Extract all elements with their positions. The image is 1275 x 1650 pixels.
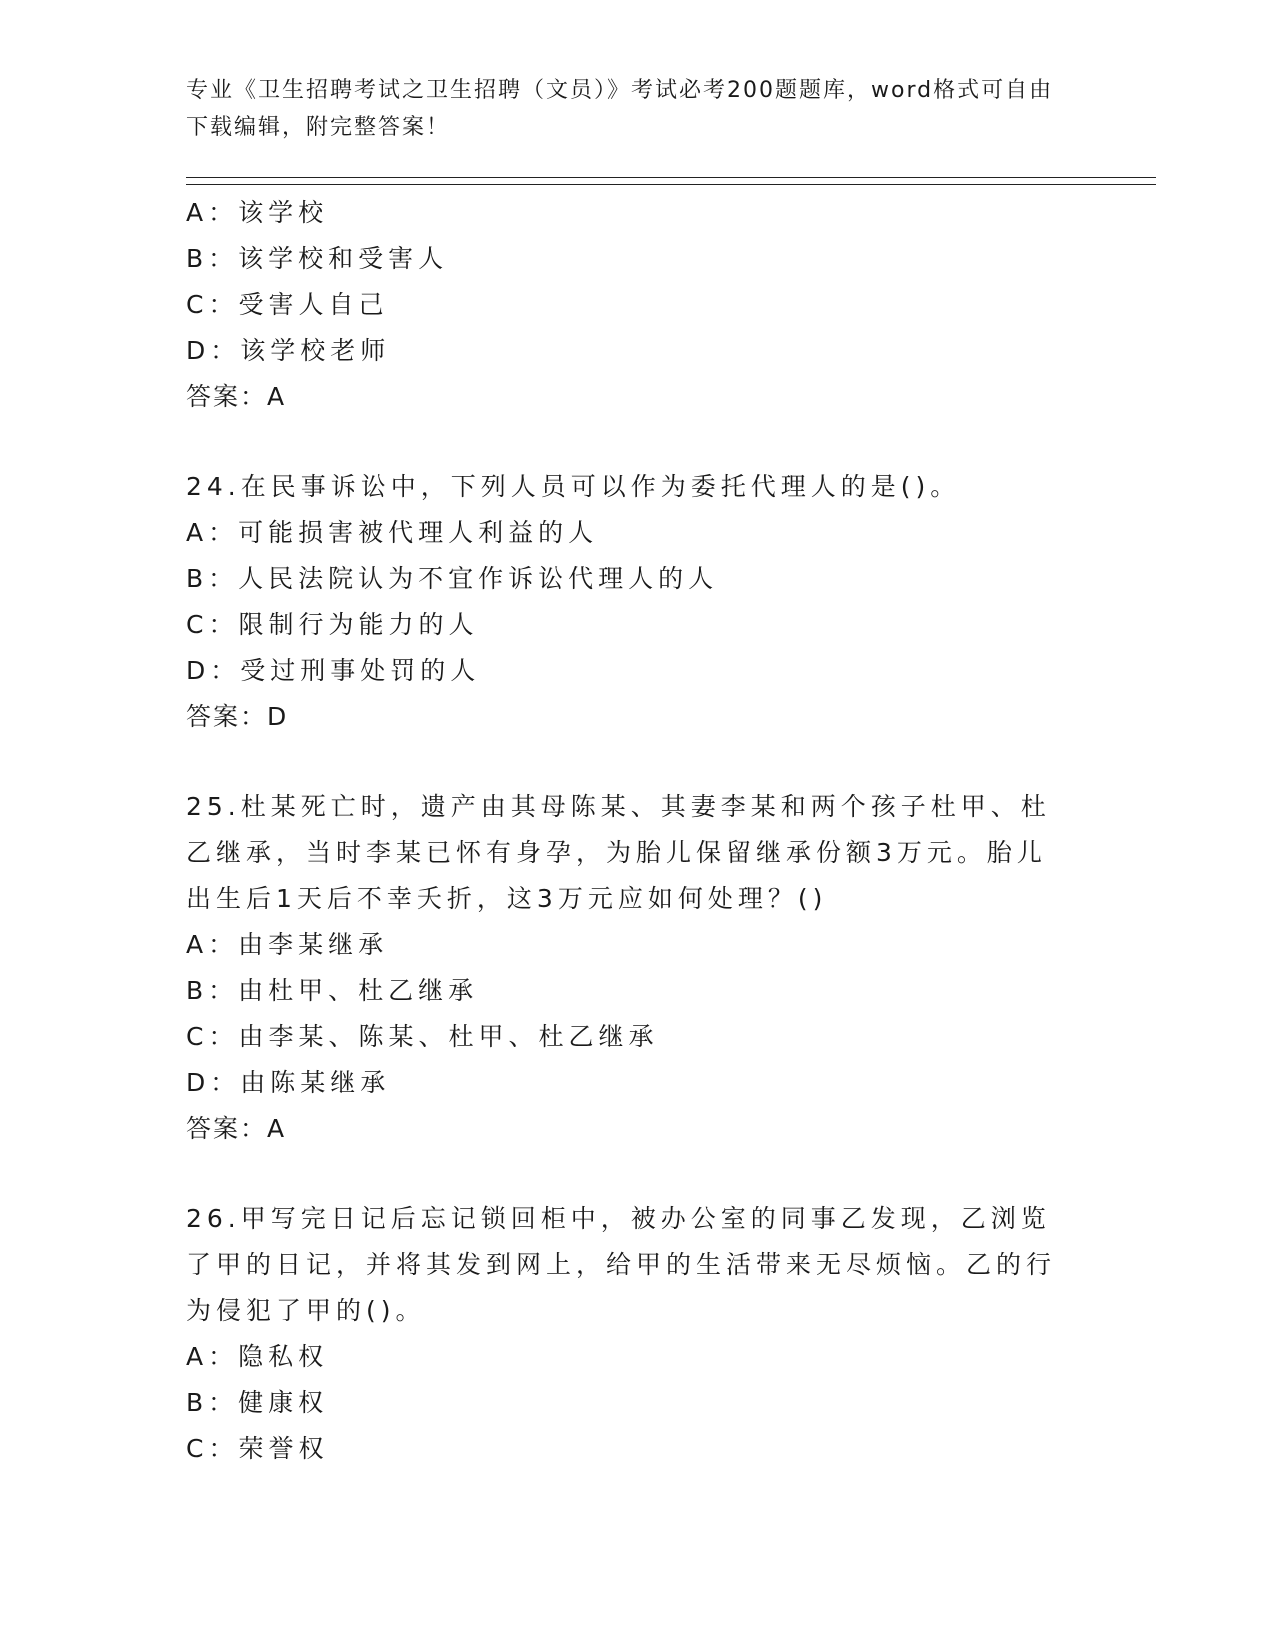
option-d: D：由陈某继承 xyxy=(186,1068,391,1097)
option-b: B：由杜甲、杜乙继承 xyxy=(186,976,479,1005)
header-divider xyxy=(186,177,1156,185)
answer-line: 答案：A xyxy=(186,1114,287,1143)
option-b: B：该学校和受害人 xyxy=(186,244,449,273)
question-list xyxy=(186,190,1066,1472)
option-b: B：人民法院认为不宜作诉讼代理人的人 xyxy=(186,564,719,593)
question-text: 26.甲写完日记后忘记锁回柜中，被办公室的同事乙发现，乙浏览了甲的日记，并将其发到网上，给甲的生活带来无尽烦恼。乙的行为侵犯了甲的()。 xyxy=(186,1204,1057,1325)
question-text: 24.在民事诉讼中，下列人员可以作为委托代理人的是()。 xyxy=(186,472,961,501)
option-c: C：受害人自己 xyxy=(186,290,389,319)
option-a: A：可能损害被代理人利益的人 xyxy=(186,518,599,547)
question-24 xyxy=(186,464,1066,740)
answer-line: 答案：A xyxy=(186,382,287,411)
question-text: 25.杜某死亡时，遗产由其母陈某、其妻李某和两个孩子杜甲、杜乙继承，当时李某已怀有身孕，为胎儿保留继承份额3万元。胎儿出生后1天后不幸夭折，这3万元应如何处理？() xyxy=(186,792,1051,913)
option-b: B：健康权 xyxy=(186,1388,329,1417)
option-d: D：该学校老师 xyxy=(186,336,391,365)
option-a: A：隐私权 xyxy=(186,1342,329,1371)
option-c: C：由李某、陈某、杜甲、杜乙继承 xyxy=(186,1022,659,1051)
option-d: D：受过刑事处罚的人 xyxy=(186,656,481,685)
question-25 xyxy=(186,784,1066,1152)
option-a: A：由李某继承 xyxy=(186,930,389,959)
question-23-continued xyxy=(186,190,1066,420)
option-c: C：荣誉权 xyxy=(186,1434,329,1463)
answer-line: 答案：D xyxy=(186,702,289,731)
document-header: 专业《卫生招聘考试之卫生招聘（文员）》考试必考200题题库，word格式可自由下载编辑，附完整答案！ xyxy=(186,78,1054,140)
option-a: A：该学校 xyxy=(186,198,329,227)
question-26 xyxy=(186,1196,1066,1472)
option-c: C：限制行为能力的人 xyxy=(186,610,479,639)
